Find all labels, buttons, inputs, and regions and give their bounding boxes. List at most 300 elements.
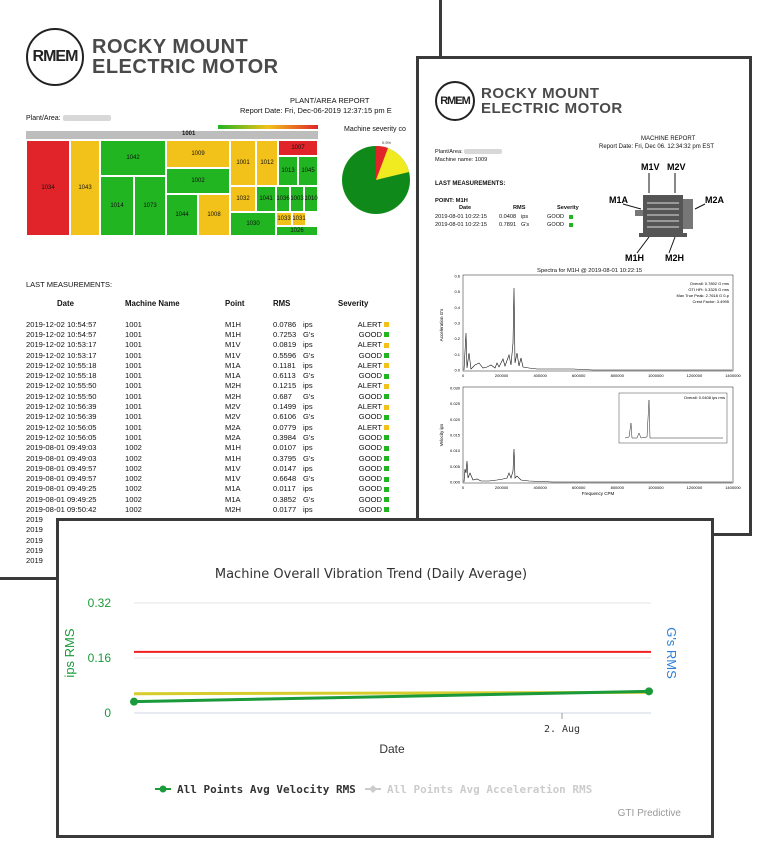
machine-cell: 1001 — [125, 422, 142, 432]
label-m1v: M1V — [641, 162, 660, 172]
table-row — [26, 391, 389, 401]
y-tick-label: 0.0 — [454, 367, 460, 373]
rms-unit: ips — [303, 484, 313, 494]
y-tick-label: 0.000 — [449, 479, 460, 485]
severity-label: GOOD — [358, 484, 382, 494]
machine-cell: 1001 — [125, 340, 142, 350]
rms-unit: ips — [303, 463, 313, 473]
plant-area-label: Plant/Area: — [26, 115, 61, 122]
treemap-cell[interactable]: 1033 — [276, 212, 292, 226]
trend-series — [130, 687, 653, 705]
rms-cell — [273, 401, 333, 411]
treemap-cell[interactable]: 1032 — [230, 186, 256, 212]
legend-velocity-label: All Points Avg Velocity RMS — [177, 783, 356, 796]
rms-unit: ips — [303, 340, 313, 350]
severity-square-icon — [384, 415, 389, 420]
severity-square-icon — [384, 477, 389, 482]
y-tick-label: 0.6 — [454, 273, 460, 279]
treemap-cell[interactable]: 1013 — [278, 156, 298, 186]
point-cell: M2A — [225, 422, 241, 432]
table-row — [26, 453, 389, 463]
table-row — [26, 319, 389, 329]
date-cell: 2019-08-01 10:22:15 — [435, 214, 487, 220]
table-row — [26, 340, 389, 350]
y-tick-label: 0 — [104, 706, 111, 720]
machine-cell: 1001 — [125, 391, 142, 401]
col-date: Date — [57, 299, 74, 308]
machine-cell: 1001 — [125, 350, 142, 360]
rms-value: 0.3852 — [273, 494, 297, 504]
severity-cell — [333, 463, 389, 473]
severity-square-icon — [384, 425, 389, 430]
date-cell: 2019-12-02 10:55:50 — [26, 381, 97, 391]
severity-label: GOOD — [358, 474, 382, 484]
date-cell: 2019-12-02 10:54:57 — [26, 329, 97, 339]
table-row — [26, 360, 389, 370]
point-cell: M1A — [225, 360, 241, 370]
severity-label: GOOD — [358, 350, 382, 360]
rms-value: 0.6106 — [273, 412, 297, 422]
rms-unit: G's — [303, 391, 315, 401]
date-cell: 2019-12-02 10:55:18 — [26, 371, 97, 381]
severity-label: GOOD — [547, 214, 565, 220]
severity-square-icon — [384, 405, 389, 410]
rms-value: 0.1215 — [273, 381, 297, 391]
severity-pie-chart — [340, 140, 406, 218]
point-cell: M1H — [225, 329, 242, 339]
point-cell: M2V — [225, 412, 241, 422]
severity-pie-title: Machine severity co — [344, 126, 406, 133]
treemap-cell[interactable]: 1030 — [230, 212, 276, 236]
point-cell: M1H — [225, 319, 242, 329]
rms-unit: ips — [303, 504, 313, 514]
treemap-cell[interactable]: 1042 — [100, 140, 166, 176]
rms-unit: G's — [303, 474, 315, 484]
rms-unit: ips — [303, 381, 313, 391]
severity-treemap — [26, 140, 318, 236]
x-tick-label: 1000000 — [648, 485, 664, 490]
severity-cell — [333, 504, 389, 514]
severity-label: ALERT — [357, 319, 382, 329]
company-name-line2-2: ELECTRIC MOTOR — [481, 100, 623, 117]
y-tick-label: 0.16 — [87, 651, 111, 665]
rms-value: 0.7891 — [499, 222, 517, 228]
date-cell: 2019-12-02 10:56:39 — [26, 402, 97, 412]
severity-label: GOOD — [358, 453, 382, 463]
trend-gridlines — [134, 603, 651, 658]
x-tick-label: 200000 — [494, 485, 509, 490]
rms-cell — [273, 329, 333, 339]
rmem-logo-badge — [26, 28, 84, 86]
rms-value: 0.0786 — [273, 319, 297, 329]
y-tick-label: 0.025 — [449, 401, 460, 407]
y-tick-label: 0.32 — [87, 596, 111, 610]
y-tick-label: 0.020 — [449, 416, 460, 422]
spectra-info-line: Max True Peak: 2.7618 G 0-p — [676, 293, 729, 298]
rms-value: 0.0177 — [273, 504, 297, 514]
redacted-plant-name — [63, 115, 111, 121]
x-tick-label: 800000 — [610, 373, 624, 378]
machine-report-date: Report Date: Fri, Dec 06. 12:34:32 pm EST — [599, 144, 715, 150]
point-cell: M2H — [225, 381, 242, 391]
x-tick-label: 800000 — [610, 485, 624, 490]
severity-cell — [333, 401, 389, 411]
severity-square-icon — [384, 487, 389, 492]
label-m2h: M2H — [665, 253, 685, 263]
severity-cell — [333, 412, 389, 422]
report-title: PLANT/AREA REPORT — [290, 96, 370, 105]
rms-cell — [273, 484, 333, 494]
plant-measurements-table — [26, 319, 389, 515]
velocity-overall: Overall: 0.0408 ips rms — [683, 395, 725, 400]
machine-report-page — [416, 56, 752, 536]
severity-gradient-bar — [218, 125, 318, 129]
treemap-cell[interactable]: 1008 — [198, 194, 230, 236]
treemap-cell[interactable]: 1003 — [290, 186, 304, 212]
rms-unit: ips — [303, 319, 313, 329]
legend-acceleration[interactable] — [365, 783, 592, 796]
spectra-info-line: Overall: 0.7892 G rms — [689, 281, 729, 286]
severity-square-icon — [384, 374, 389, 379]
x-tick-label: 400000 — [533, 485, 547, 490]
severity-label: GOOD — [358, 329, 382, 339]
point-cell: M1A — [225, 484, 241, 494]
rms-value: 0.3795 — [273, 453, 297, 463]
rms-value: 0.0107 — [273, 443, 297, 453]
table-row — [26, 329, 389, 339]
date-cell: 2019-08-01 10:22:15 — [435, 222, 487, 228]
severity-cell — [333, 494, 389, 504]
treemap-cell[interactable]: 1031 — [292, 212, 306, 226]
rms-cell — [273, 494, 333, 504]
trailing-date: 2019 — [26, 515, 43, 524]
severity-label: GOOD — [358, 504, 382, 514]
date-cell: 2019-12-02 10:55:50 — [26, 391, 97, 401]
spectra-xlabel: Frequency CPM — [581, 491, 615, 496]
severity-cell — [333, 360, 389, 370]
severity-label: GOOD — [358, 412, 382, 422]
x-tick-label: 200000 — [494, 373, 509, 378]
rms-value: 0.0779 — [273, 422, 297, 432]
severity-cell — [333, 484, 389, 494]
x-tick-label: 1400000 — [725, 373, 741, 378]
trend-title: Machine Overall Vibration Trend (Daily Average) — [214, 567, 528, 582]
motor-base — [639, 233, 687, 237]
x-tick-label: 1400000 — [725, 485, 741, 490]
rms-value: 0.687 — [273, 391, 293, 401]
m-col-rms: RMS — [513, 205, 526, 211]
point-cell: M2H — [225, 391, 242, 401]
severity-cell — [333, 443, 389, 453]
treemap-cell[interactable]: 1009 — [166, 140, 230, 168]
rms-cell — [273, 391, 333, 401]
y-tick-label: 0.3 — [454, 320, 460, 326]
date-cell: 2019-08-01 09:49:03 — [26, 443, 97, 453]
legend-acceleration-label: All Points Avg Acceleration RMS — [387, 783, 593, 796]
point-cell: M1A — [225, 371, 241, 381]
rms-value: 0.6648 — [273, 474, 297, 484]
rms-value: 0.6113 — [273, 371, 296, 381]
label-m1a: M1A — [609, 195, 629, 205]
company-logo — [26, 28, 279, 86]
y-tick-label: 0.015 — [449, 432, 460, 438]
rms-value: 0.1499 — [273, 402, 297, 412]
date-cell: 2019-12-02 10:55:18 — [26, 360, 97, 370]
machine-cell: 1002 — [125, 484, 142, 494]
rms-value: 0.0147 — [273, 463, 297, 473]
y-tick-label: 0.1 — [454, 351, 460, 357]
severity-label: GOOD — [358, 432, 382, 442]
machine-name: Machine name: 1009 — [435, 157, 488, 163]
label-m2a: M2A — [705, 195, 725, 205]
point-cell: M2H — [225, 504, 242, 514]
accel-x-ticks — [462, 373, 742, 378]
table-row — [26, 484, 389, 494]
point-cell: M1H — [225, 453, 242, 463]
table-row — [435, 221, 573, 229]
trailing-date: 2019 — [26, 535, 43, 545]
rms-value: 0.0117 — [273, 484, 296, 494]
treemap-cell[interactable]: 1036 — [276, 186, 290, 212]
velocity-inset — [619, 393, 727, 443]
rms-cell — [273, 340, 333, 350]
col-machine-name: Machine Name — [125, 299, 180, 308]
rms-value: 0.0819 — [273, 340, 297, 350]
severity-label: ALERT — [357, 422, 382, 432]
date-cell: 2019-12-02 10:56:39 — [26, 412, 97, 422]
treemap-cell[interactable]: 1034 — [26, 140, 70, 236]
x-axis-label: Date — [379, 742, 405, 756]
rms-cell — [273, 473, 333, 483]
date-cell: 2019-12-02 10:54:57 — [26, 319, 97, 329]
machine-cell: 1002 — [125, 494, 142, 504]
col-severity: Severity — [338, 299, 369, 308]
last-measurements-heading-2: LAST MEASUREMENTS: — [435, 181, 506, 187]
severity-cell — [333, 473, 389, 483]
severity-label: ALERT — [357, 360, 382, 370]
severity-square-icon — [384, 322, 389, 327]
rms-unit: G's — [303, 371, 315, 381]
trend-y-ticks — [88, 596, 112, 720]
machine-cell: 1001 — [125, 319, 142, 329]
machine-cell: 1002 — [125, 474, 142, 484]
date-cell: 2019-08-01 09:49:57 — [26, 474, 97, 484]
y-tick-label: 0.2 — [454, 336, 460, 342]
table-row — [26, 370, 389, 380]
machine-measurements-table — [435, 213, 573, 229]
trailing-date: 2019 — [26, 525, 43, 535]
rms-value: 0.0408 — [499, 214, 517, 220]
spectra-title: Spectra for M1H @ 2019-08-01 10:22:15 — [537, 268, 643, 274]
rms-unit: ips — [303, 360, 313, 370]
x-tick-label: 0 — [461, 373, 465, 378]
treemap-cell[interactable]: 1026 — [276, 226, 318, 236]
x-tick-label: 400000 — [533, 373, 547, 378]
table-row — [26, 422, 389, 432]
machine-cell: 1001 — [125, 402, 142, 412]
date-cell: 2019-08-01 09:49:03 — [26, 453, 97, 463]
severity-square-icon — [384, 332, 389, 337]
severity-square-icon — [384, 446, 389, 451]
table-row — [435, 213, 573, 221]
machine-cell: 1002 — [125, 443, 142, 453]
machine-cell: 1001 — [125, 329, 142, 339]
severity-square-icon — [384, 507, 389, 512]
velocity-x-ticks — [462, 485, 742, 490]
last-measurements-heading: LAST MEASUREMENTS: — [26, 280, 113, 289]
treemap-cell[interactable]: 1012 — [256, 140, 278, 186]
x-tick-label: 2. Aug — [543, 724, 581, 735]
pie-label: 0.5% — [382, 140, 392, 145]
severity-cell — [333, 453, 389, 463]
treemap-cell[interactable]: 1001 — [230, 140, 256, 186]
label-m1h: M1H — [625, 253, 645, 263]
rms-unit: G's — [303, 494, 315, 504]
redacted-plant-name-2 — [464, 149, 502, 154]
accel-ylabel: Acceleration G's — [439, 308, 444, 342]
table-row — [26, 463, 389, 473]
severity-label: GOOD — [358, 463, 382, 473]
vibration-trend-chart — [59, 521, 711, 835]
severity-cell — [333, 319, 389, 329]
date-cell: 2019-08-01 09:49:25 — [26, 484, 97, 494]
treemap-header-label: 1001 — [182, 131, 196, 137]
x-tick-label: 0 — [461, 485, 465, 490]
trailing-date: 2019 — [26, 545, 43, 555]
point-cell: M2A — [225, 432, 241, 442]
x-tick-label: 600000 — [572, 485, 586, 490]
treemap-cell[interactable]: 1002 — [166, 168, 230, 194]
rms-cell — [273, 412, 333, 422]
vibration-trend-panel — [56, 518, 714, 838]
x-tick-label: 1200000 — [686, 373, 703, 378]
machine-report-title: MACHINE REPORT — [641, 136, 696, 142]
rms-cell — [273, 432, 333, 442]
date-cell: 2019-08-01 09:49:25 — [26, 494, 97, 504]
severity-label: ALERT — [357, 381, 382, 391]
severity-label: ALERT — [357, 340, 382, 350]
report-date: Report Date: Fri, Dec-06-2019 12:37:15 pm E — [240, 106, 392, 115]
m-col-severity: Severity — [557, 205, 579, 211]
severity-label: ALERT — [357, 402, 382, 412]
severity-cell — [333, 340, 389, 350]
treemap-cell[interactable]: 1010 — [304, 186, 318, 212]
legend-acceleration-marker — [369, 785, 377, 793]
treemap-cell[interactable]: 1073 — [134, 176, 166, 236]
rms-unit: ips — [303, 402, 313, 412]
table-row — [26, 432, 389, 442]
trailing-dates — [26, 515, 43, 566]
severity-square-icon — [569, 215, 573, 219]
spectra-info-line: GTI HFt: 0.3325 G rms — [688, 287, 729, 292]
y-tick-label: 0.5 — [454, 289, 460, 295]
rms-unit: G's — [303, 329, 315, 339]
rms-cell — [273, 443, 333, 453]
table-row — [26, 381, 389, 391]
severity-square-icon — [384, 353, 389, 358]
logo-badge-text-2: RMEM — [440, 95, 470, 107]
legend-velocity-marker — [160, 786, 167, 793]
treemap-cell[interactable]: 1007 — [278, 140, 318, 156]
rms-value: 0.3984 — [273, 432, 297, 442]
severity-square-icon — [384, 343, 389, 348]
machine-cell: 1001 — [125, 412, 142, 422]
severity-cell — [333, 422, 389, 432]
treemap-cell[interactable]: 1043 — [70, 140, 100, 236]
rms-unit: G's — [303, 432, 315, 442]
rms-cell — [273, 350, 333, 360]
m-col-date: Date — [459, 205, 472, 211]
treemap-cell[interactable]: 1014 — [100, 176, 134, 236]
plant-area-label-row — [26, 115, 111, 122]
point-heading: POINT: M1H — [435, 198, 468, 204]
rms-unit: G's — [303, 412, 315, 422]
rms-cell — [273, 504, 333, 514]
trailing-date: 2019 — [26, 556, 43, 566]
motor-shaft — [635, 210, 643, 216]
y-tick-label: 0.030 — [449, 385, 460, 391]
point-cell: M1V — [225, 474, 241, 484]
severity-square-icon — [384, 394, 389, 399]
x-tick-label: 1000000 — [648, 373, 664, 378]
table-row — [26, 494, 389, 504]
rms-cell — [273, 453, 333, 463]
table-row — [26, 504, 389, 514]
rms-cell — [273, 381, 333, 391]
rms-value: 0.1181 — [273, 360, 296, 370]
date-cell: 2019-12-02 10:53:17 — [26, 350, 97, 360]
rms-unit: ips — [303, 443, 313, 453]
company-name-line1: ROCKY MOUNT — [92, 36, 249, 58]
severity-label: GOOD — [547, 222, 565, 228]
severity-square-icon — [384, 456, 389, 461]
rms-cell — [273, 370, 333, 380]
machine-cell: 1002 — [125, 463, 142, 473]
treemap-cell[interactable]: 1041 — [256, 186, 276, 212]
motor-endcap — [683, 199, 693, 229]
treemap-cell[interactable]: 1044 — [166, 194, 198, 236]
table-row — [26, 350, 389, 360]
rms-cell — [273, 463, 333, 473]
severity-label: GOOD — [358, 443, 382, 453]
velocity-data-point — [130, 698, 138, 706]
severity-square-icon — [384, 466, 389, 471]
plant-area-report-page — [0, 0, 442, 580]
legend-velocity[interactable] — [155, 783, 356, 796]
company-name-line2: ELECTRIC MOTOR — [92, 56, 279, 78]
rmem-logo-badge-2 — [435, 81, 475, 121]
point-cell: M2V — [225, 402, 241, 412]
rms-unit: ips — [521, 214, 529, 220]
date-cell: 2019-12-02 10:56:05 — [26, 432, 97, 442]
spectra-charts — [433, 273, 739, 497]
severity-cell — [333, 381, 389, 391]
machine-cell: 1001 — [125, 381, 142, 391]
severity-cell — [333, 350, 389, 360]
chart-credit[interactable]: GTI Predictive — [617, 808, 681, 819]
treemap-cell[interactable]: 1045 — [298, 156, 318, 186]
severity-cell — [333, 432, 389, 442]
point-cell: M1H — [225, 443, 242, 453]
logo-badge-text: RMEM — [32, 48, 78, 65]
table-row — [26, 473, 389, 483]
rms-cell — [273, 360, 333, 370]
col-rms: RMS — [273, 299, 291, 308]
rms-cell — [273, 319, 333, 329]
rms-unit: G's — [303, 453, 315, 463]
table-row — [26, 443, 389, 453]
right-axis-label: G's RMS — [664, 627, 679, 679]
